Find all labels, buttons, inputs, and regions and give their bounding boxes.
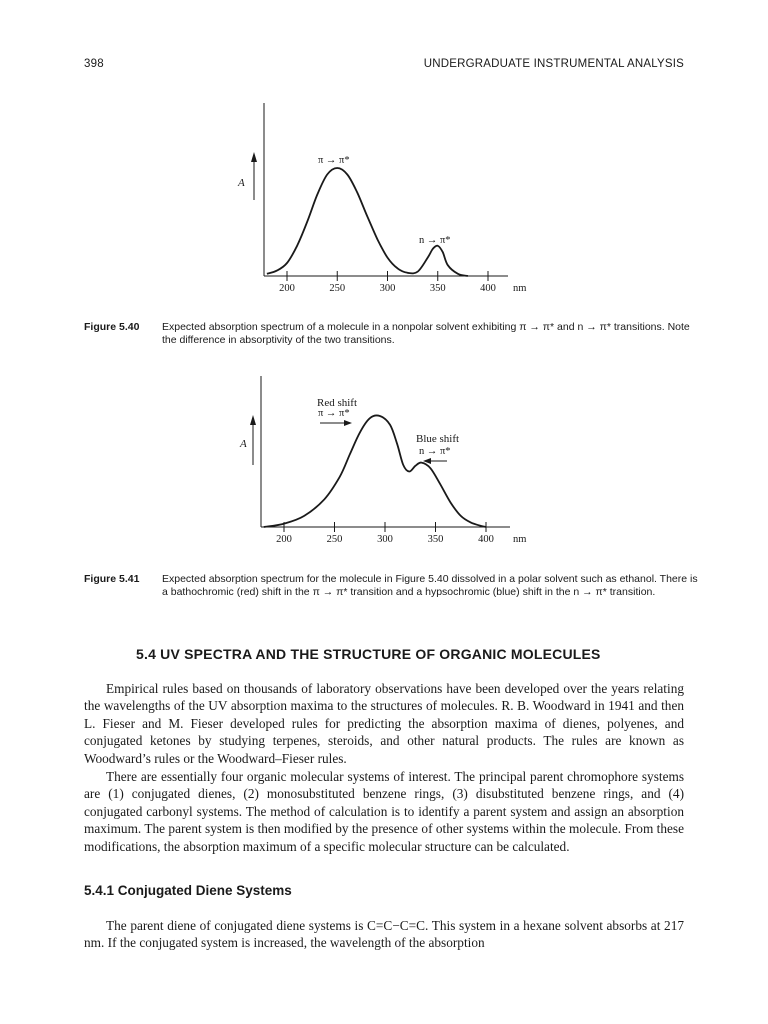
figure-5-40-x-axis-unit: nm [513, 283, 527, 294]
figure-5-41-caption-text: Expected absorption spectrum for the molecule in Figure 5.40 dissolved in a polar solvent such as ethanol. There is a bathochromic (red) shift in the π → π* transition and a hypsochromic (blue) shift in the n → π* transition. [162, 573, 698, 598]
figure-5-40-caption-text: Expected absorption spectrum of a molecule in a nonpolar solvent exhibiting π → π* and n → π* transitions. Note the difference in absorptivity of the two transitions. [162, 321, 690, 346]
figure-5-40-x-ticks [279, 271, 496, 294]
figure-5-41-annotation-pi-pi-star: π → π* [318, 408, 350, 419]
figure-5-40-axes [251, 103, 508, 276]
figure-5-40-plot [0, 0, 768, 310]
figure-5-40-annotation-n-pi-star: n → π* [419, 235, 451, 246]
body-paragraph: There are essentially four organic molecular systems of interest. The principal parent chromophore systems are (1) conjugated dienes, (2) monosubstituted benzene rings, (3) disubstituted benzene rings, and (4) conjugated carbonyl systems. The method of calculation is to identify a parent system and assign an absorption maximum. The parent system is then modified by the presence of other systems within the molecule. From these modifications, the absorption maximum of a specific molecular structure can be calculated. [84, 769, 684, 854]
figure-5-40-tick-label: 200 [279, 283, 295, 294]
figure-5-41-plot [0, 300, 768, 600]
figure-5-40-tick-label: 250 [329, 283, 346, 294]
figure-5-41-tick-label: 250 [326, 534, 343, 545]
figure-5-41-annotation-blue-shift: Blue shift [416, 433, 460, 445]
figure-5-40-tick-label: 350 [429, 283, 446, 294]
figure-5-41-axes [250, 376, 510, 527]
figure-5-41-annotation-n-pi-star: n → π* [419, 446, 451, 457]
figure-5-41-tick-label: 300 [377, 534, 393, 545]
figure-5-40-tick-label: 400 [480, 283, 496, 294]
body-paragraph: The parent diene of conjugated diene systems is C=C−C=C. This system in a hexane solvent absorbs at 217 nm. If the conjugated system is increased, the wavelength of the absorption [84, 918, 684, 951]
figure-5-41-tick-label: 350 [427, 534, 444, 545]
figure-5-40-tick-label: 300 [379, 283, 396, 294]
body-paragraph: Empirical rules based on thousands of laboratory observations have been developed over the years relating the wavelengths of the UV absorption maxima to the structures of molecules. R. B. Woodward in 1941 and then L. Fieser and M. Fieser developed rules for predicting the absorption maxima of dienes, polyenes, and conjugated ketones by studying terpenes, steroids, and other natural products. The rules are known as Woodward’s rules or the Woodward–Fieser rules. [84, 681, 684, 766]
figure-5-40-annotation-pi-pi-star: π → π* [318, 155, 350, 166]
page-number: 398 [84, 58, 104, 70]
running-title: UNDERGRADUATE INSTRUMENTAL ANALYSIS [423, 58, 684, 70]
red-shift-arrow-icon [320, 420, 352, 426]
figure-5-40-label: Figure 5.40 [84, 321, 140, 333]
figure-5-41-y-axis-label: A [240, 438, 247, 450]
section-heading: 5.4 UV SPECTRA AND THE STRUCTURE OF ORGANIC MOLECULES [136, 646, 601, 662]
figure-5-40-spectrum-line [267, 168, 468, 276]
figure-5-41-x-ticks [276, 522, 494, 545]
figure-5-40-y-axis-label: A [238, 177, 245, 189]
figure-5-41-x-axis-unit: nm [513, 534, 527, 545]
blue-shift-arrow-icon [423, 458, 447, 464]
figure-5-41-tick-label: 400 [478, 534, 494, 545]
figure-5-41-tick-label: 200 [276, 534, 292, 545]
subsection-heading: 5.4.1 Conjugated Diene Systems [84, 883, 292, 898]
figure-5-41-annotation-red-shift: Red shift [317, 397, 358, 409]
figure-5-41-label: Figure 5.41 [84, 573, 140, 585]
